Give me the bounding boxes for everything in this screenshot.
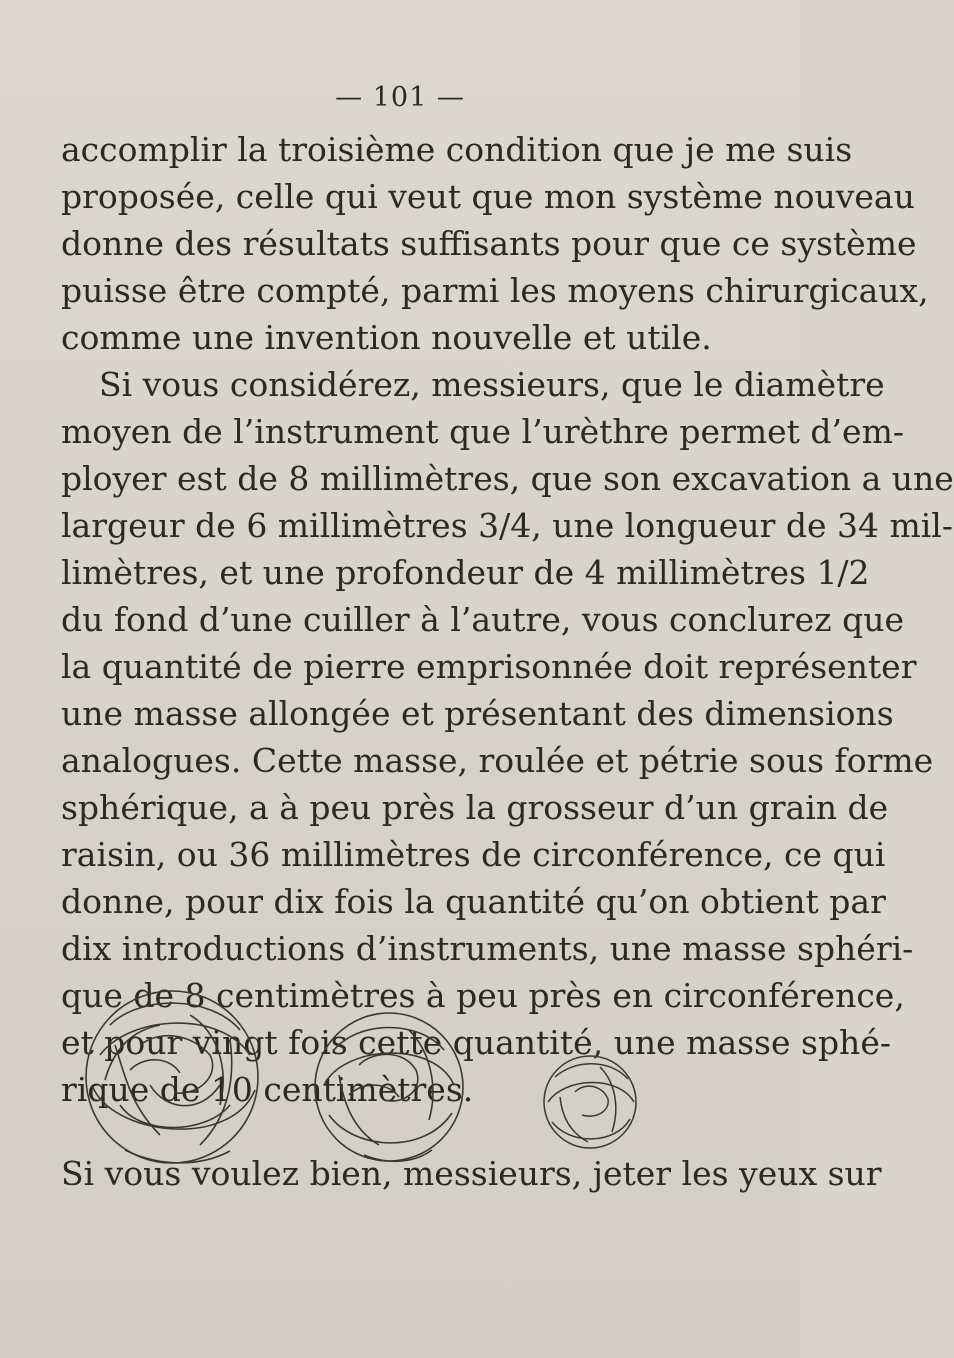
text-line: rique de 10 centimètres. <box>61 1070 474 1109</box>
text-line: analogues. Cette masse, roulée et pétrie sous forme <box>61 741 934 780</box>
text-line: proposée, celle qui veut que mon système nouveau <box>61 177 915 216</box>
text-line: sphérique, a à peu près la grosseur d’un grain de <box>61 788 889 827</box>
large-sphere-figure <box>70 985 275 1170</box>
text-line: Si vous voulez bien, messieurs, jeter les yeux sur <box>61 1154 882 1193</box>
small-sphere-figure <box>530 1047 650 1157</box>
text-line: que de 8 centimètres à peu près en circonférence, <box>61 976 905 1015</box>
text-line: puisse être compté, parmi les moyens chirurgicaux, <box>61 271 929 310</box>
text-line: Si vous considérez, messieurs, que le diamètre <box>99 365 885 404</box>
text-line: raisin, ou 36 millimètres de circonférence, ce qui <box>61 835 886 874</box>
text-line: du fond d’une cuiller à l’autre, vous conclurez que <box>61 600 904 639</box>
text-line: dix introductions d’instruments, une masse sphéri- <box>61 929 914 968</box>
medium-sphere-figure <box>304 1005 474 1170</box>
text-line: ployer est de 8 millimètres, que son excavation a une <box>61 459 954 498</box>
text-line: moyen de l’instrument que l’urèthre permet d’em- <box>61 412 905 451</box>
text-line: comme une invention nouvelle et utile. <box>61 318 712 357</box>
text-line: largeur de 6 millimètres 3/4, une longueur de 34 mil- <box>61 506 954 545</box>
text-line: la quantité de pierre emprisonnée doit représenter <box>61 647 917 686</box>
body-text <box>61 126 954 1113</box>
page-number: — 101 — <box>335 82 465 113</box>
text-line: une masse allongée et présentant des dimensions <box>61 694 894 733</box>
sphere-illustrations <box>64 985 714 1175</box>
text-line: et pour vingt fois cette quantité, une masse sphé- <box>61 1023 891 1062</box>
text-line: limètres, et une profondeur de 4 millimètres 1/2 <box>61 553 870 592</box>
text-line: donne des résultats suffisants pour que ce système <box>61 224 917 263</box>
text-line: donne, pour dix fois la quantité qu’on obtient par <box>61 882 886 921</box>
text-line: accomplir la troisième condition que je me suis <box>61 130 853 169</box>
